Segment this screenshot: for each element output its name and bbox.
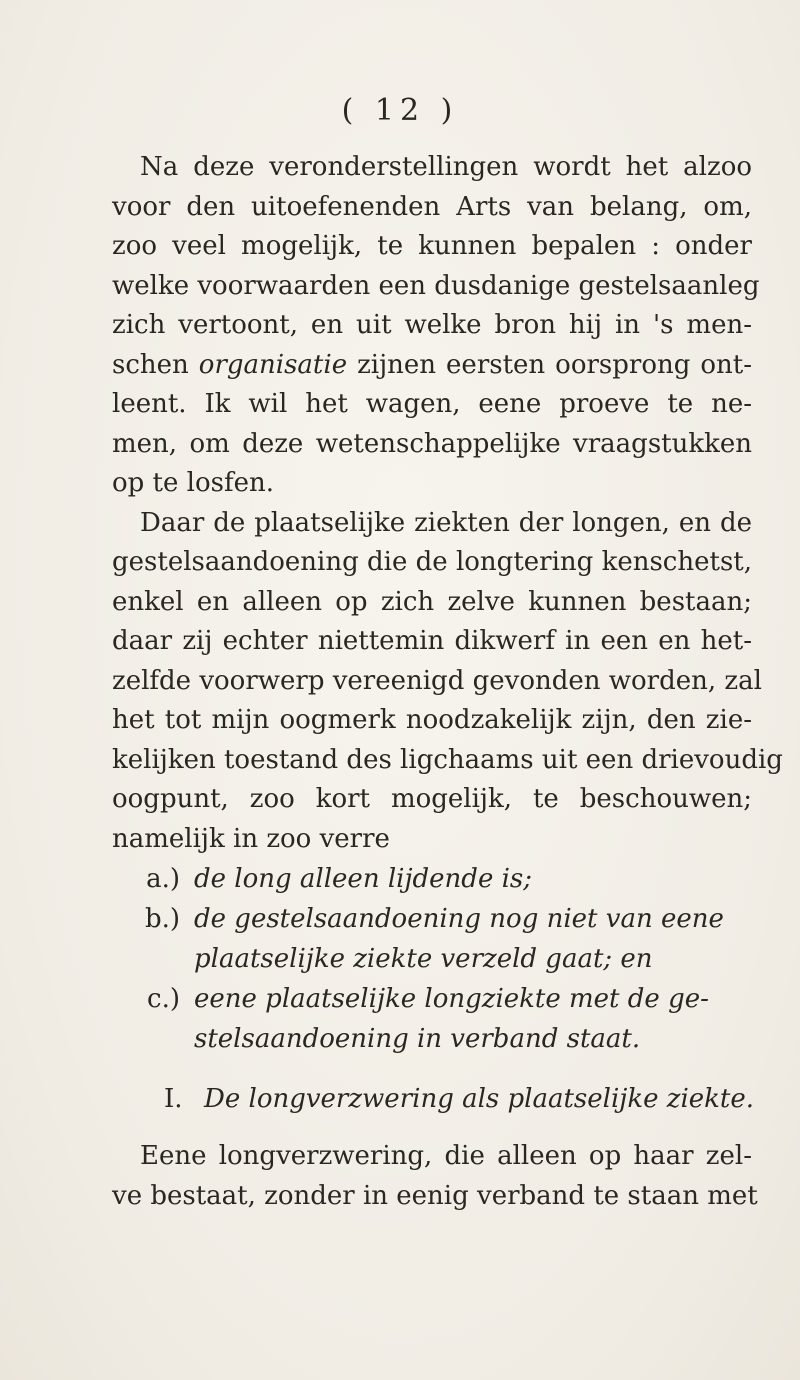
text-line: voor den uitoefenenden Arts van belang, om, bbox=[112, 191, 752, 222]
body-text bbox=[112, 148, 783, 1216]
list-item-text: eene plaatselijke longziekte met de ge- bbox=[194, 984, 709, 1014]
list-item-text: de gestelsaandoening nog niet van eene bbox=[194, 904, 724, 934]
list-item-continuation: stelsaandoening in verband staat. bbox=[194, 1024, 641, 1054]
list-line bbox=[112, 979, 752, 1019]
text-line: Eene longverzwering, die alleen op haar zel- bbox=[140, 1141, 752, 1171]
text-line: daar zij echter niettemin dikwerf in een en het- bbox=[112, 626, 752, 656]
list-marker: b.) bbox=[144, 904, 180, 934]
text-line: op te losfen. bbox=[112, 468, 274, 498]
section-heading bbox=[112, 1079, 755, 1119]
text-line: zelfde voorwerp vereenigd gevonden worden, zal bbox=[112, 665, 762, 696]
paragraph-2 bbox=[112, 504, 783, 860]
text-fragment: zijnen eersten oorsprong ont- bbox=[347, 349, 753, 380]
text-line: zoo veel mogelijk, te kunnen bepalen : onder bbox=[112, 231, 752, 261]
list-item-b bbox=[112, 899, 752, 979]
list-item-c bbox=[112, 979, 752, 1059]
text-line: kelijken toestand des ligchaams uit een drievoudig bbox=[112, 744, 783, 775]
list-line bbox=[112, 859, 752, 899]
paragraph-3 bbox=[112, 1137, 758, 1216]
text-line: zich vertoont, en uit welke bron hij in 's men- bbox=[112, 310, 752, 340]
text-line: ve bestaat, zonder in eenig verband te staan met bbox=[112, 1180, 758, 1211]
text-line-with-italic bbox=[112, 346, 752, 386]
section-title: De longverzwering als plaatselijke ziekte. bbox=[204, 1084, 755, 1114]
list-marker: c.) bbox=[147, 984, 180, 1014]
text-line: namelijk in zoo verre bbox=[112, 823, 390, 854]
condition-list bbox=[112, 859, 752, 1059]
text-line: Daar de plaatselijke ziekten der longen, en de bbox=[140, 507, 752, 538]
list-marker: a.) bbox=[146, 864, 180, 894]
text-line: oogpunt, zoo kort mogelijk, te beschouwen; bbox=[112, 784, 752, 814]
text-line: gestelsaandoening die de longtering kenschetst, bbox=[112, 547, 752, 577]
list-item-a bbox=[112, 859, 752, 899]
page-number: ( 12 ) bbox=[341, 93, 459, 128]
list-item-continuation: plaatselijke ziekte verzeld gaat; en bbox=[194, 944, 653, 974]
text-fragment: schen bbox=[112, 349, 199, 380]
italic-term: organisatie bbox=[198, 349, 348, 380]
section-number: I. bbox=[164, 1084, 183, 1114]
text-line: Na deze veronderstellingen wordt het alzoo bbox=[140, 152, 752, 182]
text-line: welke voorwaarden een dusdanige gestelsaanleg bbox=[112, 270, 760, 301]
list-item-text: de long alleen lijdende is; bbox=[194, 864, 533, 894]
text-line: het tot mijn oogmerk noodzakelijk zijn, den zie- bbox=[112, 705, 752, 735]
paragraph-1 bbox=[112, 148, 760, 504]
text-line: men, om deze wetenschappelijke vraagstukken bbox=[112, 428, 752, 459]
text-line: enkel en alleen op zich zelve kunnen bestaan; bbox=[112, 586, 752, 617]
text-line: leent. Ik wil het wagen, eene proeve te ne- bbox=[112, 389, 752, 419]
list-line bbox=[112, 899, 752, 939]
